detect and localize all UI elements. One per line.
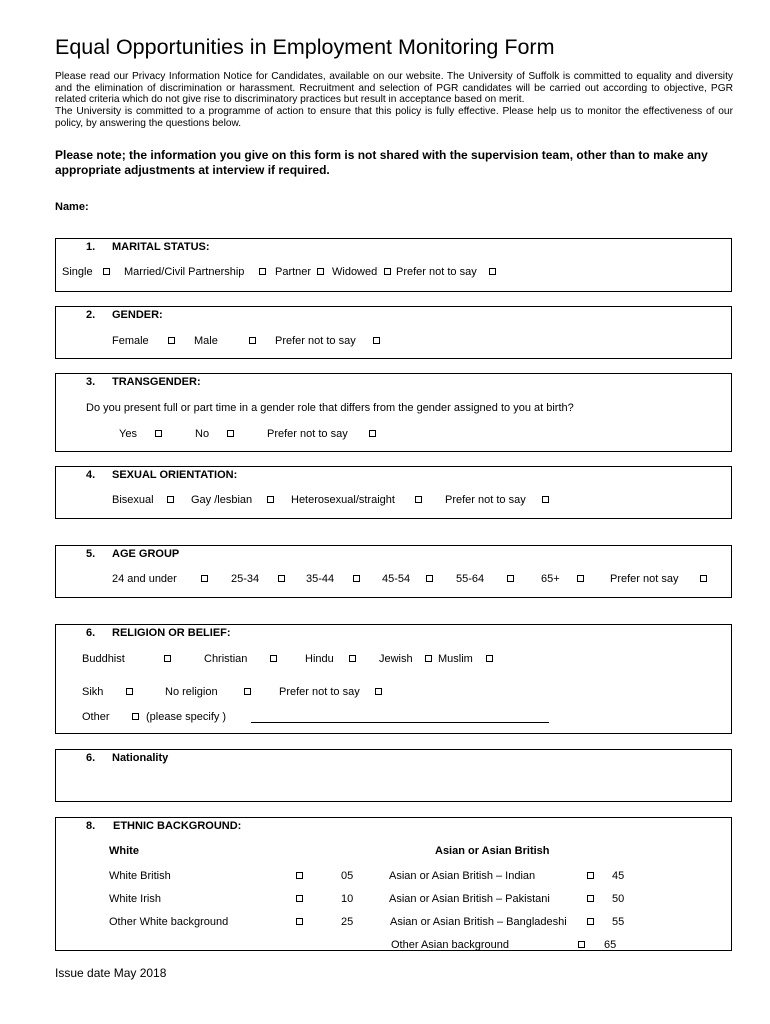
checkbox-no-religion[interactable] [244,686,251,698]
option-christian: Christian [204,653,248,665]
other-religion-input[interactable] [251,722,549,723]
other-asian-label: Other Asian background [391,939,510,951]
option-yes: Yes [119,428,137,440]
checkbox-other-white[interactable] [296,916,303,928]
checkbox-yes[interactable] [155,428,162,440]
asian-bangladeshi-label: Asian or Asian British – Bangladeshi [390,916,567,928]
section-heading: SEXUAL ORIENTATION: [112,469,238,481]
white-irish-label: White Irish [109,893,161,905]
white-irish-code: 10 [341,893,354,905]
checkbox-married[interactable] [259,266,266,278]
section-number: 1. [86,241,96,253]
option-gay-lesbian: Gay /lesbian [191,494,253,506]
checkbox-65-plus[interactable] [577,573,584,585]
section-heading: AGE GROUP [112,548,180,560]
option-bisexual: Bisexual [112,494,154,506]
checkbox-asian-bangladeshi[interactable] [587,916,594,928]
please-specify-label: (please specify ) [146,711,227,723]
option-prefer-not: Prefer not to say [275,335,356,347]
ethnic-background-section [55,817,732,951]
checkbox-55-64[interactable] [507,573,514,585]
gender-section [55,306,732,359]
section-number: 8. [86,820,96,832]
option-65-plus: 65+ [541,573,560,585]
option-no: No [195,428,210,440]
option-jewish: Jewish [379,653,413,665]
checkbox-asian-pakistani[interactable] [587,893,594,905]
marital-status-section [55,238,732,292]
option-45-54: 45-54 [382,573,411,585]
other-white-label: Other White background [109,916,229,928]
option-35-44: 35-44 [306,573,335,585]
checkbox-white-british[interactable] [296,870,303,882]
checkbox-muslim[interactable] [486,653,493,665]
option-buddhist: Buddhist [82,653,125,665]
option-prefer-not: Prefer not to say [396,266,477,278]
transgender-section [55,373,732,452]
asian-pakistani-code: 50 [612,893,625,905]
section-heading: ETHNIC BACKGROUND: [113,820,242,832]
checkbox-female[interactable] [168,335,175,347]
option-prefer-not: Prefer not say [610,573,679,585]
option-muslim: Muslim [438,653,473,665]
option-no-religion: No religion [165,686,218,698]
religion-section [55,624,732,734]
sexual-orientation-section [55,466,732,519]
other-asian-code: 65 [604,939,617,951]
section-heading: Nationality [112,752,169,764]
checkbox-buddhist[interactable] [164,653,171,665]
section-number: 4. [86,469,96,481]
issue-date: Issue date May 2018 [55,966,167,980]
checkbox-no[interactable] [227,428,234,440]
checkbox-prefer-not[interactable] [700,573,707,585]
checkbox-white-irish[interactable] [296,893,303,905]
white-heading: White [109,845,139,857]
section-heading: GENDER: [112,309,163,321]
age-group-section [55,545,732,598]
nationality-section [55,749,732,802]
option-other: Other [82,711,110,723]
asian-heading: Asian or Asian British [435,845,550,857]
page-title: Equal Opportunities in Employment Monitoring Form [55,35,555,59]
name-label: Name: [55,201,89,213]
checkbox-bisexual[interactable] [167,494,174,506]
option-widowed: Widowed [332,266,378,278]
asian-pakistani-label: Asian or Asian British – Pakistani [389,893,550,905]
checkbox-single[interactable] [103,266,110,278]
option-sikh: Sikh [82,686,104,698]
checkbox-hindu[interactable] [349,653,356,665]
asian-indian-label: Asian or Asian British – Indian [389,870,536,882]
asian-indian-code: 45 [612,870,625,882]
checkbox-24-under[interactable] [201,573,208,585]
white-british-label: White British [109,870,171,882]
checkbox-prefer-not[interactable] [375,686,382,698]
option-male: Male [194,335,218,347]
checkbox-prefer-not[interactable] [369,428,376,440]
option-55-64: 55-64 [456,573,485,585]
section-heading: TRANSGENDER: [112,376,201,388]
intro-paragraph-2: The University is committed to a programme of action to ensure that this policy is fully effective. Please help us to monitor the effectiveness of our policy, by answering the questions below. [55,106,733,129]
checkbox-jewish[interactable] [425,653,432,665]
option-partner: Partner [275,266,312,278]
section-heading: MARITAL STATUS: [112,241,210,253]
checkbox-asian-indian[interactable] [587,870,594,882]
checkbox-other[interactable] [132,711,139,723]
section-number: 6. [86,627,96,639]
option-married: Married/Civil Partnership [124,266,245,278]
checkbox-christian[interactable] [270,653,277,665]
checkbox-gay-lesbian[interactable] [267,494,274,506]
option-24-under: 24 and under [112,573,177,585]
section-number: 2. [86,309,96,321]
intro-paragraph-1: Please read our Privacy Information Notice for Candidates, available on our website. The University of Suffolk is committed to equality and diversity and the elimination of discrimination or harassment. Recruitment and selection of PGR candidates will be carried out according to objective, PGR related criteria which do not give rise to discriminatory practices but result in acceptance based on merit. [55,71,733,106]
other-white-code: 25 [341,916,354,928]
checkbox-25-34[interactable] [278,573,285,585]
option-prefer-not: Prefer not to say [279,686,360,698]
checkbox-35-44[interactable] [353,573,360,585]
section-number: 3. [86,376,96,388]
transgender-question: Do you present full or part time in a gender role that differs from the gender assigned to you at birth? [86,402,574,414]
checkbox-45-54[interactable] [426,573,433,585]
option-single: Single [62,266,93,278]
white-british-code: 05 [341,870,354,882]
option-prefer-not: Prefer not to say [267,428,348,440]
checkbox-male[interactable] [249,335,256,347]
checkbox-partner[interactable] [317,266,324,278]
privacy-note: Please note; the information you give on this form is not shared with the supervision team, other than to make any appropriate adjustments at interview if required. [55,148,708,177]
option-heterosexual: Heterosexual/straight [291,494,395,506]
option-female: Female [112,335,149,347]
asian-bangladeshi-code: 55 [612,916,625,928]
checkbox-widowed[interactable] [384,266,391,278]
section-number: 5. [86,548,96,560]
option-prefer-not: Prefer not to say [445,494,526,506]
checkbox-other-asian[interactable] [578,939,585,951]
checkbox-heterosexual[interactable] [415,494,422,506]
intro-text [55,71,733,130]
checkbox-prefer-not[interactable] [542,494,549,506]
checkbox-prefer-not[interactable] [373,335,380,347]
option-hindu: Hindu [305,653,334,665]
checkbox-prefer-not[interactable] [489,266,496,278]
section-number: 6. [86,752,96,764]
option-25-34: 25-34 [231,573,260,585]
section-heading: RELIGION OR BELIEF: [112,627,231,639]
checkbox-sikh[interactable] [126,686,133,698]
